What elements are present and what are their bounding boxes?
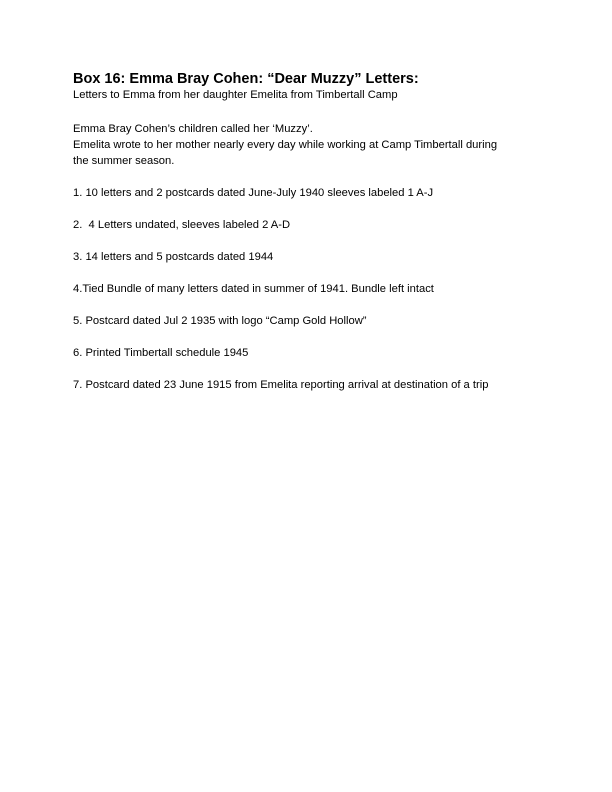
list-item: 1. 10 letters and 2 postcards dated June-July 1940 sleeves labeled 1 A-J <box>73 187 434 199</box>
item-list <box>73 185 543 393</box>
list-item: 5. Postcard dated Jul 2 1935 with logo “Camp Gold Hollow” <box>73 315 367 327</box>
list-item: 3. 14 letters and 5 postcards dated 1944 <box>73 251 274 263</box>
document-subtitle: Letters to Emma from her daughter Emelita from Timbertall Camp <box>73 89 398 101</box>
document-page <box>73 70 543 409</box>
list-item: 4.Tied Bundle of many letters dated in summer of 1941. Bundle left intact <box>73 283 434 295</box>
list-item: 6. Printed Timbertall schedule 1945 <box>73 347 249 359</box>
intro-line: the summer season. <box>73 155 175 167</box>
intro-paragraph <box>73 121 543 169</box>
intro-line: Emma Bray Cohen’s children called her ‘Muzzy’. <box>73 123 313 135</box>
list-item: 2. 4 Letters undated, sleeves labeled 2 A-D <box>73 219 291 231</box>
document-title: Box 16: Emma Bray Cohen: “Dear Muzzy” Letters: <box>73 71 419 87</box>
intro-line: Emelita wrote to her mother nearly every day while working at Camp Timbertall during <box>73 139 498 151</box>
list-item: 7. Postcard dated 23 June 1915 from Emelita reporting arrival at destination of a trip <box>73 379 489 391</box>
